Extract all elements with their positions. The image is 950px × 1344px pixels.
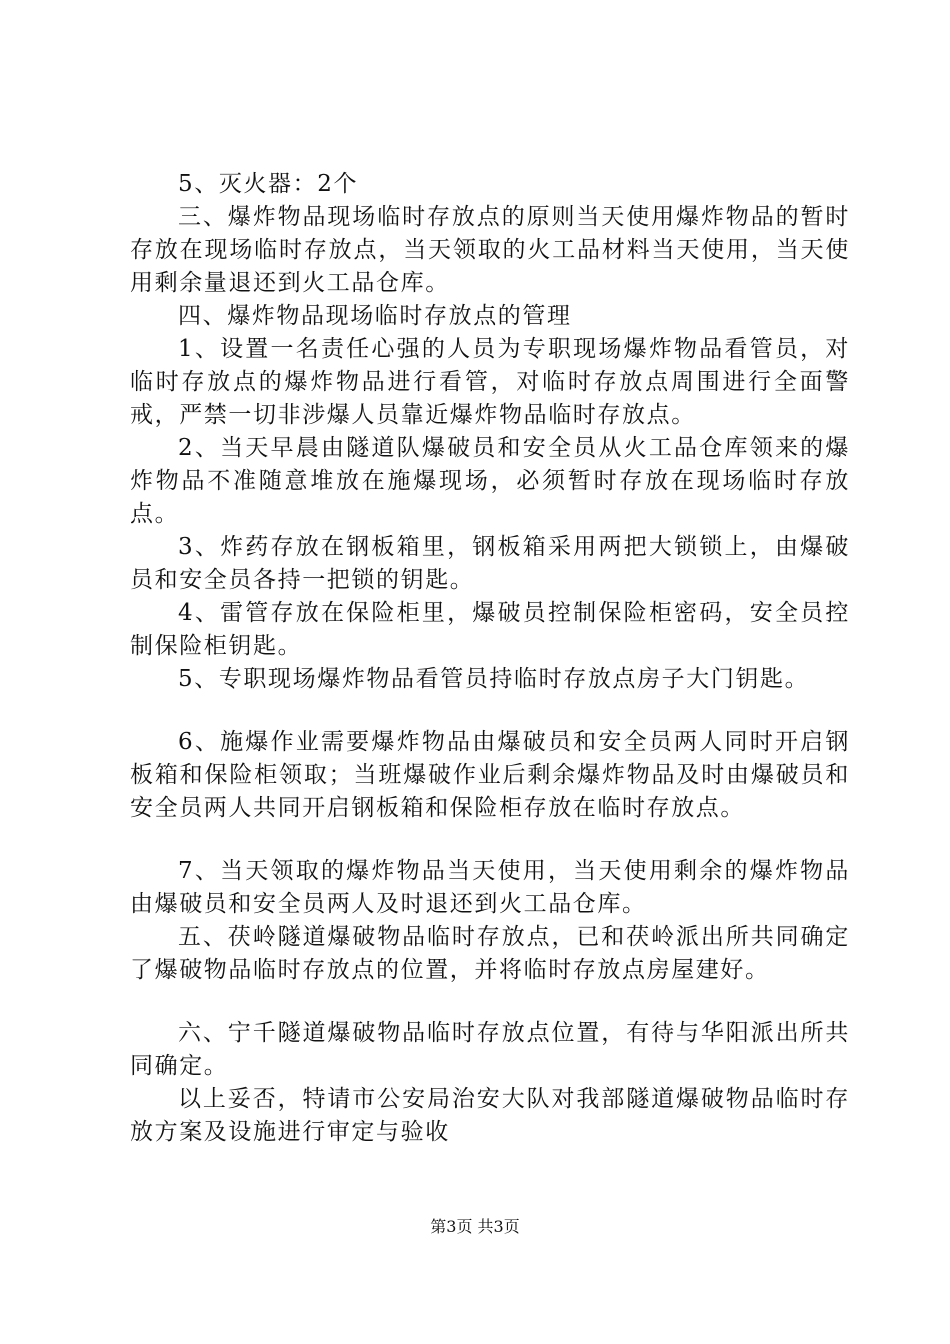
paragraph-closing: 以上妥否，特请市公安局治安大队对我部隧道爆破物品临时存放方案及设施进行审定与验收 bbox=[130, 1086, 850, 1145]
paragraph-gap bbox=[130, 987, 850, 1017]
paragraph-section-five: 五、茯岭隧道爆破物品临时存放点，已和茯岭派出所共同确定了爆破物品临时存放点的位置，并将临时存放点房屋建好。 bbox=[130, 924, 850, 983]
page-footer: 第3页 共3页 bbox=[430, 1217, 520, 1236]
paragraph-item-5: 5、专职现场爆炸物品看管员持临时存放点房子大门钥匙。 bbox=[178, 666, 810, 692]
paragraph-item-4: 4、雷管存放在保险柜里，爆破员控制保险柜密码，安全员控制保险柜钥匙。 bbox=[130, 600, 850, 659]
paragraph-section-four-heading: 四、爆炸物品现场临时存放点的管理 bbox=[178, 303, 572, 329]
paragraph-section-three: 三、爆炸物品现场临时存放点的原则当天使用爆炸物品的暂时存放在现场临时存放点，当天领取的火工品材料当天使用，当天使用剩余量退还到火工品仓库。 bbox=[130, 204, 850, 296]
paragraph-section-six: 六、宁千隧道爆破物品临时存放点位置，有待与华阳派出所共同确定。 bbox=[130, 1020, 850, 1079]
paragraph-item-1: 1、设置一名责任心强的人员为专职现场爆炸物品看管员，对临时存放点的爆炸物品进行看管，对临时存放点周围进行全面警戒，严禁一切非涉爆人员靠近爆炸物品临时存放点。 bbox=[130, 336, 850, 428]
paragraph-extinguisher: 5、灭火器：2个 bbox=[178, 171, 359, 197]
paragraph-item-3: 3、炸药存放在钢板箱里，钢板箱采用两把大锁锁上，由爆破员和安全员各持一把锁的钥匙。 bbox=[130, 534, 850, 593]
paragraph-gap bbox=[130, 696, 850, 726]
paragraph-item-2: 2、当天早晨由隧道队爆破员和安全员从火工品仓库领来的爆炸物品不准随意堆放在施爆现场，必须暂时存放在现场临时存放点。 bbox=[130, 435, 850, 527]
paragraph-gap bbox=[130, 825, 850, 855]
document-body bbox=[130, 168, 850, 1149]
paragraph-item-7: 7、当天领取的爆炸物品当天使用，当天使用剩余的爆炸物品由爆破员和安全员两人及时退还到火工品仓库。 bbox=[130, 858, 850, 917]
paragraph-item-6: 6、施爆作业需要爆炸物品由爆破员和安全员两人同时开启钢板箱和保险柜领取；当班爆破作业后剩余爆炸物品及时由爆破员和安全员两人共同开启钢板箱和保险柜存放在临时存放点。 bbox=[130, 729, 850, 821]
